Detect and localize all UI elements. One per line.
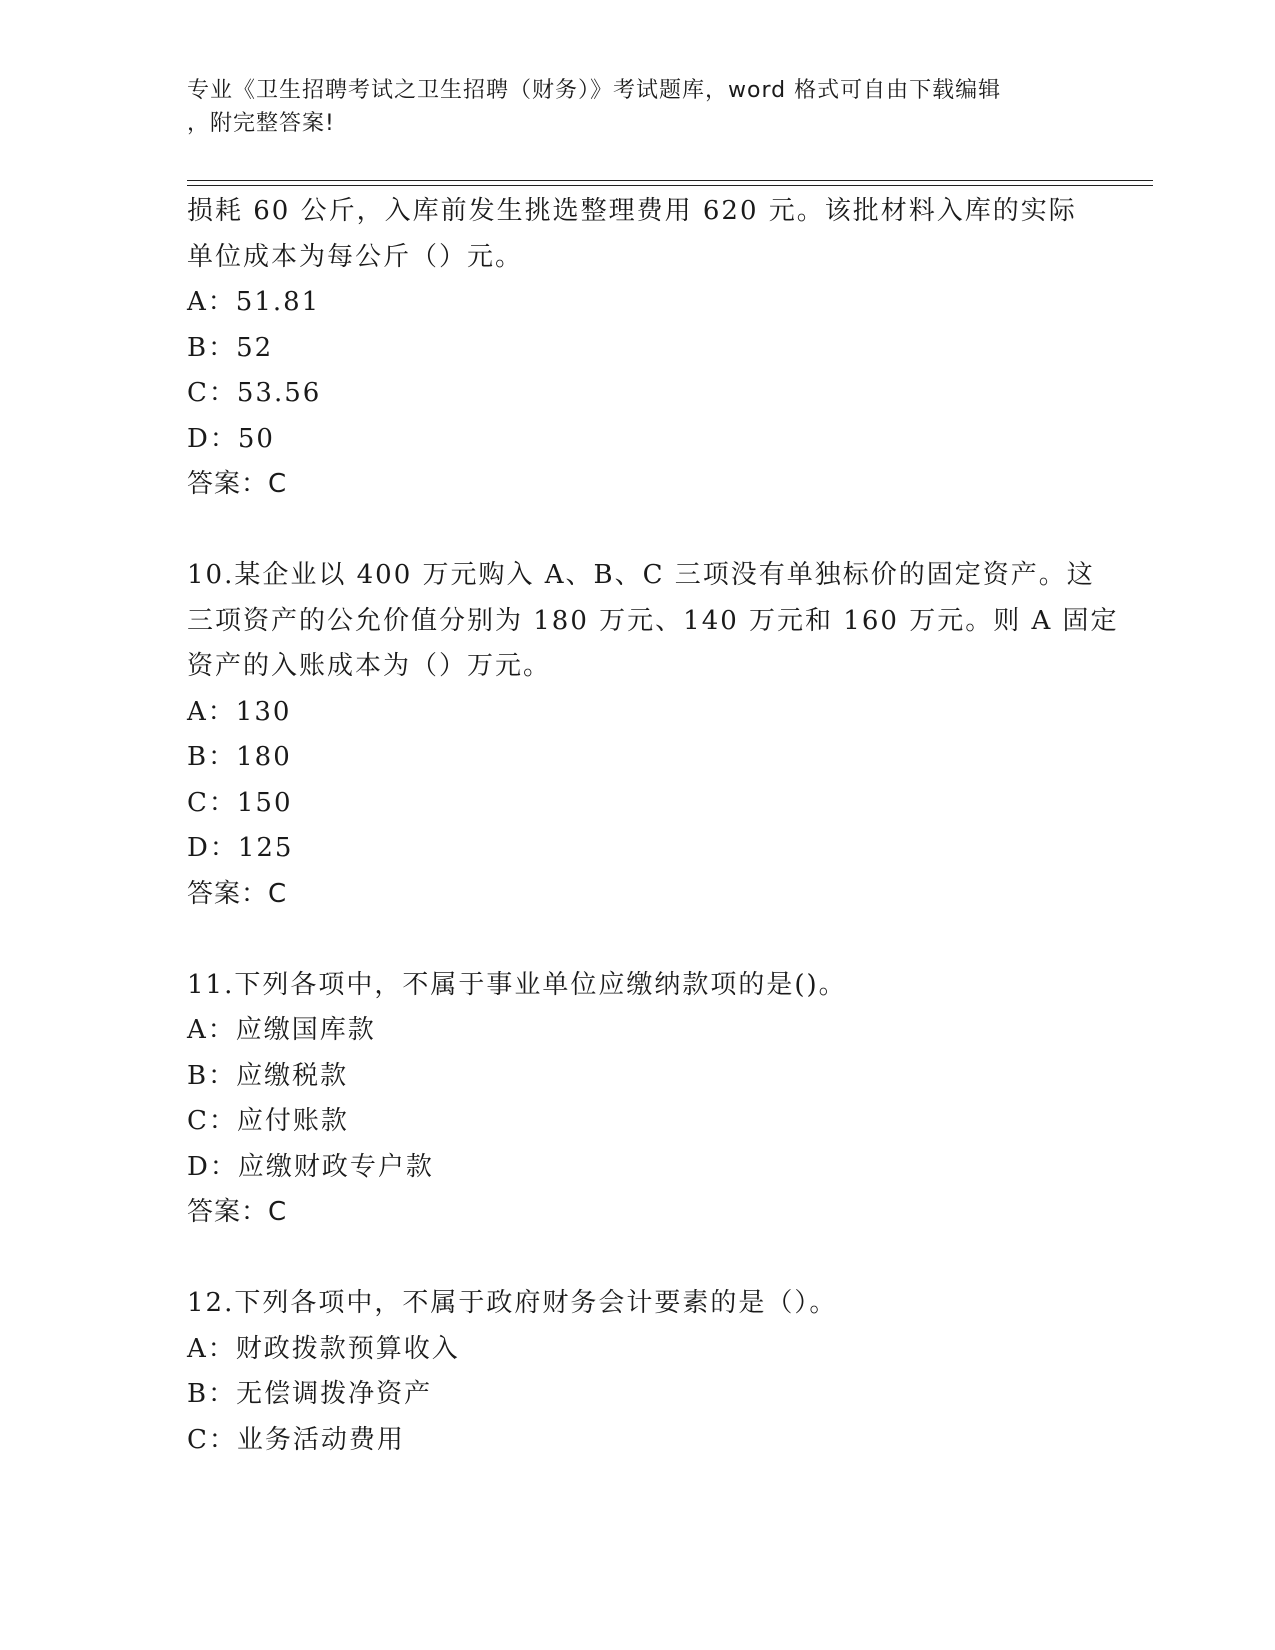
option-a: A：51.81 xyxy=(187,287,321,317)
header-divider xyxy=(187,180,1153,186)
question-stem-line: 10.某企业以 400 万元购入 A、B、C 三项没有单独标价的固定资产。这 xyxy=(187,560,1095,590)
option-b: B：无偿调拨净资产 xyxy=(187,1379,433,1409)
question-stem-line: 12.下列各项中，不属于政府财务会计要素的是（）。 xyxy=(187,1288,838,1318)
header-line-2: ，附完整答案! xyxy=(187,111,335,136)
answer-line: 答案：C xyxy=(187,878,288,909)
option-b: B：应缴税款 xyxy=(187,1060,349,1091)
answer-line: 答案：C xyxy=(187,1197,288,1227)
option-a: A：财政拨款预算收入 xyxy=(187,1333,460,1364)
question-item xyxy=(187,189,1087,508)
answer-line: 答案：C xyxy=(187,469,288,499)
option-d: D：应缴财政专户款 xyxy=(187,1151,434,1182)
question-item xyxy=(187,963,1087,1236)
question-stem-line: 三项资产的公允价值分别为 180 万元、140 万元和 160 万元。则 A 固定 xyxy=(187,605,1119,636)
option-c: C：150 xyxy=(187,787,293,818)
option-a: A：应缴国库款 xyxy=(187,1015,376,1045)
question-item xyxy=(187,1281,1087,1463)
question-spacer xyxy=(187,917,1087,963)
header-line-1: 专业《卫生招聘考试之卫生招聘（财务）》考试题库，word 格式可自由下载编辑 xyxy=(187,78,1002,103)
question-item xyxy=(187,553,1119,917)
option-a: A：130 xyxy=(187,696,292,727)
option-b: B：52 xyxy=(187,332,274,363)
option-d: D：125 xyxy=(187,833,294,863)
question-stem-line: 11.下列各项中，不属于事业单位应缴纳款项的是()。 xyxy=(187,969,847,1000)
option-c: C：53.56 xyxy=(187,378,322,408)
question-list xyxy=(187,189,1119,1463)
question-stem-line: 单位成本为每公斤（）元。 xyxy=(187,241,524,272)
option-c: C：应付账款 xyxy=(187,1106,349,1136)
option-b: B：180 xyxy=(187,742,292,772)
question-stem-line: 资产的入账成本为（）万元。 xyxy=(187,651,552,681)
question-spacer xyxy=(187,1236,1087,1282)
question-stem-line: 损耗 60 公斤，入库前发生挑选整理费用 620 元。该批材料入库的实际 xyxy=(187,196,1077,226)
option-c: C：业务活动费用 xyxy=(187,1424,405,1455)
document-header xyxy=(187,74,1067,140)
option-d: D：50 xyxy=(187,423,275,454)
question-spacer xyxy=(187,508,1087,554)
